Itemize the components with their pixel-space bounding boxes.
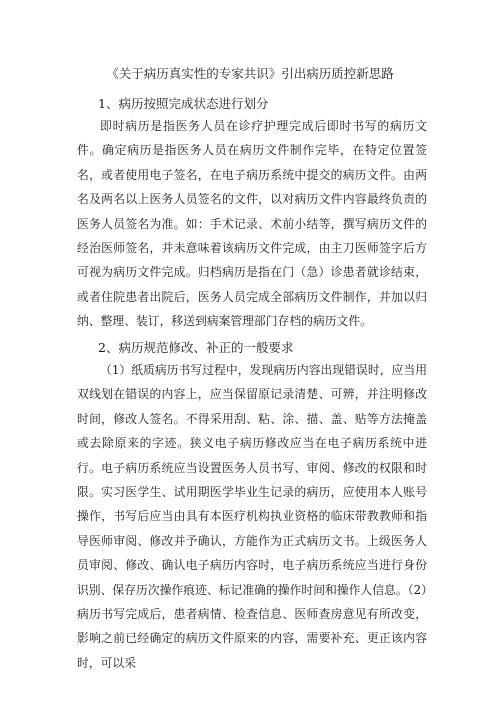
section-1-paragraph: 即时病历是指医务人员在诊疗护理完成后即时书写的病历文件。确定病历是指医务人员在病历文件制作完毕，在特定位置签名，或者使用电子签名，在电子病历系统中提交的病历文件。由两名及两名以上医务人员签名的文件，以对病历文件内容最终负责的医务人员签名为准。如：手术记录、术前小结等，撰写病历文件的经治医师签名，并未意味着该病历文件完成，由主刀医师签字后方可视为病历文件完成。归档病历是指在门（急）诊患者就诊结束，或者住院患者出院后，医务人员完成全部病历文件制作，并加以归纳、整理、装订，移送到病案管理部门存档的病历文件。 <box>77 119 427 329</box>
section-1-heading: 1、病历按照完成状态进行划分 <box>98 96 269 111</box>
section-2-paragraph: （1）纸质病历书写过程中，发现病历内容出现错误时，应当用双线划在错误的内容上，应当保留原记录清楚、可辨，并注明修改时间，修改人签名。不得采用刮、粘、涂、描、盖、贴等方法掩盖或去除原来的字迹。狭义电子病历修改应当在电子病历系统中进行。电子病历系统应当设置医务人员书写、审阅、修改的权限和时限。实习医学生、试用期医学毕业生记录的病历，应使用本人账号操作，书写后应当由具有本医疗机构执业资格的临床带教教师和指导医师审阅、修改并予确认，方能作为正式病历文书。上级医务人员审阅、修改、确认电子病历内容时，电子病历系统应当进行身份识别、保存历次操作痕迹、标记准确的操作时间和操作人信息。（2）病历书写完成后，患者病情、检查信息、医师查房意见有所改变，影响之前已经确定的病历文件原来的内容，需要补充、更正该内容时，可以采 <box>77 363 427 670</box>
document-title: 《关于病历真实性的专家共识》引出病历质控新思路 <box>106 66 394 81</box>
section-2-heading: 2、病历规范修改、补正的一般要求 <box>98 340 294 355</box>
